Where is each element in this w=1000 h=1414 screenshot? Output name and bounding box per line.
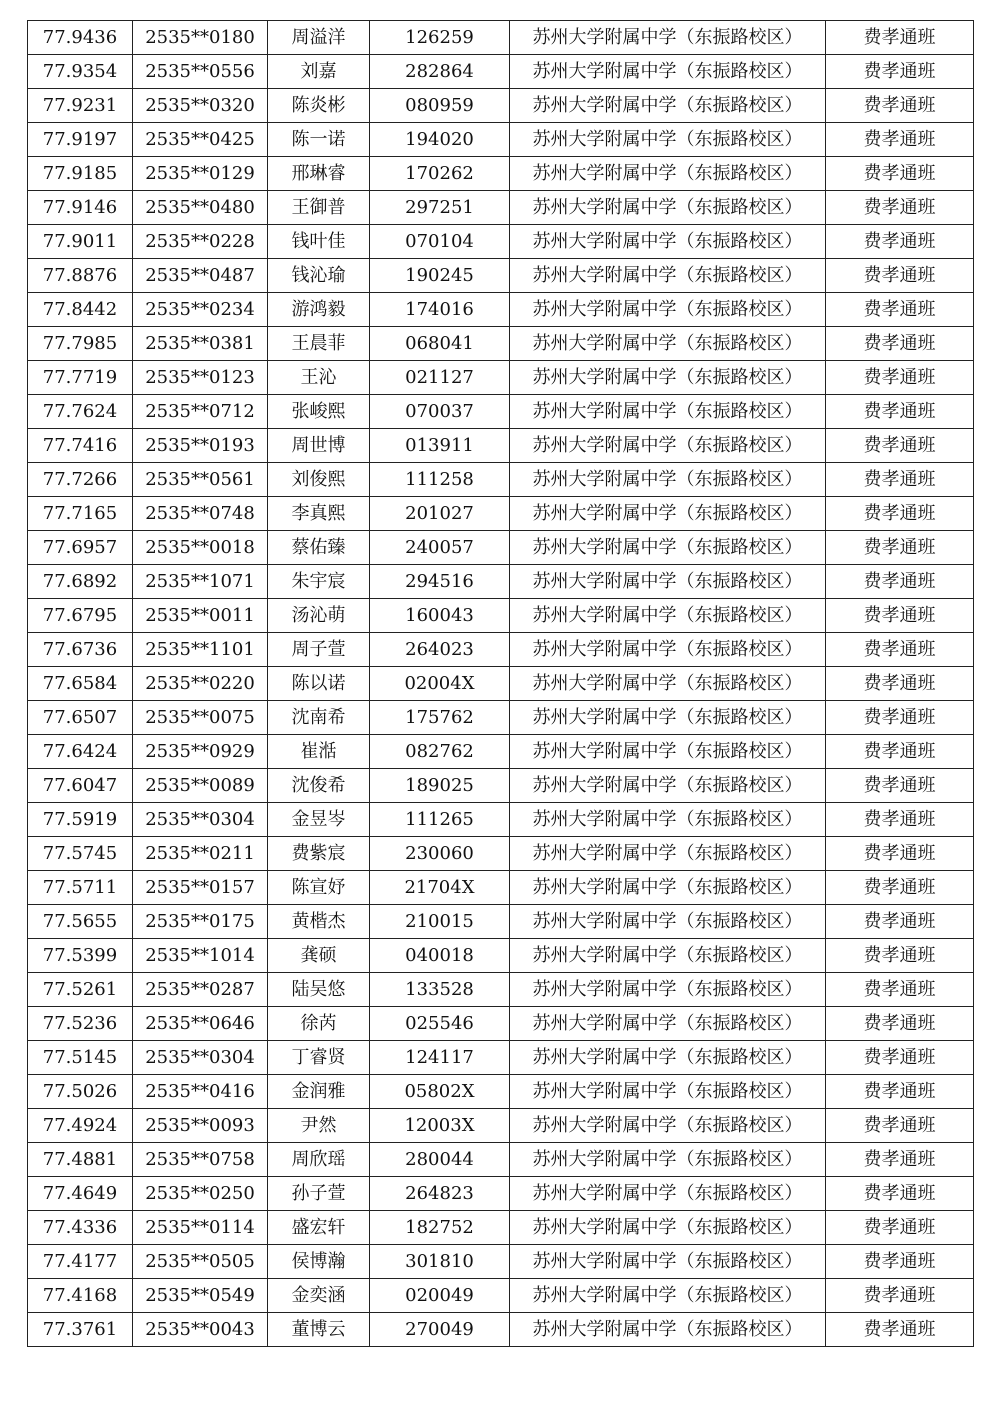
table-row [28,89,974,123]
school-cell: 苏州大学附属中学（东振路校区） [510,1075,826,1109]
name-cell: 王沁 [268,361,370,395]
table-row [28,395,974,429]
name-cell: 邢琳睿 [268,157,370,191]
school-cell: 苏州大学附属中学（东振路校区） [510,191,826,225]
code-cell: 297251 [370,191,510,225]
table-row [28,327,974,361]
score-cell: 77.4177 [28,1245,133,1279]
class-cell: 费孝通班 [826,225,974,259]
class-cell: 费孝通班 [826,1109,974,1143]
table-row [28,939,974,973]
code-cell: 133528 [370,973,510,1007]
school-cell: 苏州大学附属中学（东振路校区） [510,1211,826,1245]
school-cell: 苏州大学附属中学（东振路校区） [510,55,826,89]
score-cell: 77.5261 [28,973,133,1007]
name-cell: 黄楷杰 [268,905,370,939]
table-row [28,531,974,565]
code-cell: 240057 [370,531,510,565]
code-cell: 126259 [370,21,510,55]
score-cell: 77.6795 [28,599,133,633]
code-cell: 068041 [370,327,510,361]
code-cell: 021127 [370,361,510,395]
exam-id-cell: 2535**0505 [133,1245,268,1279]
code-cell: 190245 [370,259,510,293]
table-row [28,429,974,463]
school-cell: 苏州大学附属中学（东振路校区） [510,769,826,803]
school-cell: 苏州大学附属中学（东振路校区） [510,565,826,599]
class-cell: 费孝通班 [826,293,974,327]
exam-id-cell: 2535**0234 [133,293,268,327]
exam-id-cell: 2535**0549 [133,1279,268,1313]
score-cell: 77.7266 [28,463,133,497]
table-row [28,905,974,939]
exam-id-cell: 2535**0018 [133,531,268,565]
class-cell: 费孝通班 [826,531,974,565]
table-row [28,1177,974,1211]
exam-id-cell: 2535**0758 [133,1143,268,1177]
class-cell: 费孝通班 [826,1177,974,1211]
name-cell: 孙子萱 [268,1177,370,1211]
score-cell: 77.6047 [28,769,133,803]
class-cell: 费孝通班 [826,395,974,429]
table-row [28,21,974,55]
class-cell: 费孝通班 [826,803,974,837]
code-cell: 201027 [370,497,510,531]
school-cell: 苏州大学附属中学（东振路校区） [510,1177,826,1211]
score-cell: 77.9231 [28,89,133,123]
table-row [28,667,974,701]
score-cell: 77.6736 [28,633,133,667]
name-cell: 沈南希 [268,701,370,735]
name-cell: 李真熙 [268,497,370,531]
code-cell: 174016 [370,293,510,327]
name-cell: 金奕涵 [268,1279,370,1313]
name-cell: 崔湉 [268,735,370,769]
table-row [28,1279,974,1313]
table-row [28,973,974,1007]
school-cell: 苏州大学附属中学（东振路校区） [510,599,826,633]
table-row [28,837,974,871]
school-cell: 苏州大学附属中学（东振路校区） [510,1109,826,1143]
school-cell: 苏州大学附属中学（东振路校区） [510,701,826,735]
school-cell: 苏州大学附属中学（东振路校区） [510,259,826,293]
score-cell: 77.5711 [28,871,133,905]
score-cell: 77.5145 [28,1041,133,1075]
table-row [28,565,974,599]
table-row [28,599,974,633]
table-row [28,1007,974,1041]
name-cell: 朱宇宸 [268,565,370,599]
score-cell: 77.4881 [28,1143,133,1177]
admission-table-body [28,21,974,1347]
exam-id-cell: 2535**0304 [133,1041,268,1075]
table-row [28,293,974,327]
code-cell: 21704X [370,871,510,905]
score-cell: 77.9146 [28,191,133,225]
code-cell: 013911 [370,429,510,463]
school-cell: 苏州大学附属中学（东振路校区） [510,21,826,55]
class-cell: 费孝通班 [826,837,974,871]
code-cell: 264823 [370,1177,510,1211]
class-cell: 费孝通班 [826,633,974,667]
score-cell: 77.7719 [28,361,133,395]
code-cell: 189025 [370,769,510,803]
exam-id-cell: 2535**1071 [133,565,268,599]
name-cell: 周溢洋 [268,21,370,55]
table-row [28,1109,974,1143]
school-cell: 苏州大学附属中学（东振路校区） [510,1245,826,1279]
code-cell: 194020 [370,123,510,157]
class-cell: 费孝通班 [826,497,974,531]
name-cell: 金润雅 [268,1075,370,1109]
school-cell: 苏州大学附属中学（东振路校区） [510,871,826,905]
school-cell: 苏州大学附属中学（东振路校区） [510,1279,826,1313]
code-cell: 111265 [370,803,510,837]
score-cell: 77.9354 [28,55,133,89]
class-cell: 费孝通班 [826,1007,974,1041]
score-cell: 77.9197 [28,123,133,157]
exam-id-cell: 2535**0381 [133,327,268,361]
code-cell: 264023 [370,633,510,667]
score-cell: 77.4336 [28,1211,133,1245]
code-cell: 040018 [370,939,510,973]
admission-table [27,20,974,1347]
exam-id-cell: 2535**0556 [133,55,268,89]
score-cell: 77.7165 [28,497,133,531]
class-cell: 费孝通班 [826,735,974,769]
school-cell: 苏州大学附属中学（东振路校区） [510,497,826,531]
class-cell: 费孝通班 [826,565,974,599]
exam-id-cell: 2535**0011 [133,599,268,633]
name-cell: 陈一诺 [268,123,370,157]
score-cell: 77.6507 [28,701,133,735]
exam-id-cell: 2535**0123 [133,361,268,395]
table-row [28,361,974,395]
name-cell: 金昱岑 [268,803,370,837]
table-row [28,123,974,157]
table-row [28,1313,974,1347]
name-cell: 周世博 [268,429,370,463]
exam-id-cell: 2535**0304 [133,803,268,837]
table-row [28,1041,974,1075]
code-cell: 124117 [370,1041,510,1075]
name-cell: 周欣瑶 [268,1143,370,1177]
exam-id-cell: 2535**0320 [133,89,268,123]
table-row [28,259,974,293]
exam-id-cell: 2535**0646 [133,1007,268,1041]
class-cell: 费孝通班 [826,429,974,463]
table-row [28,769,974,803]
school-cell: 苏州大学附属中学（东振路校区） [510,463,826,497]
table-row [28,463,974,497]
table-row [28,1143,974,1177]
school-cell: 苏州大学附属中学（东振路校区） [510,1143,826,1177]
table-row [28,1211,974,1245]
exam-id-cell: 2535**0180 [133,21,268,55]
code-cell: 294516 [370,565,510,599]
code-cell: 210015 [370,905,510,939]
table-row [28,191,974,225]
class-cell: 费孝通班 [826,939,974,973]
score-cell: 77.9185 [28,157,133,191]
score-cell: 77.6584 [28,667,133,701]
class-cell: 费孝通班 [826,1143,974,1177]
score-cell: 77.5399 [28,939,133,973]
score-cell: 77.6424 [28,735,133,769]
table-row [28,55,974,89]
score-cell: 77.5745 [28,837,133,871]
code-cell: 282864 [370,55,510,89]
class-cell: 费孝通班 [826,1075,974,1109]
score-cell: 77.8442 [28,293,133,327]
score-cell: 77.5026 [28,1075,133,1109]
school-cell: 苏州大学附属中学（东振路校区） [510,293,826,327]
name-cell: 陆吴悠 [268,973,370,1007]
name-cell: 刘嘉 [268,55,370,89]
class-cell: 费孝通班 [826,191,974,225]
name-cell: 董博云 [268,1313,370,1347]
code-cell: 230060 [370,837,510,871]
school-cell: 苏州大学附属中学（东振路校区） [510,123,826,157]
name-cell: 周子萱 [268,633,370,667]
score-cell: 77.5919 [28,803,133,837]
exam-id-cell: 2535**0193 [133,429,268,463]
name-cell: 刘俊熙 [268,463,370,497]
code-cell: 082762 [370,735,510,769]
class-cell: 费孝通班 [826,327,974,361]
school-cell: 苏州大学附属中学（东振路校区） [510,735,826,769]
score-cell: 77.7416 [28,429,133,463]
exam-id-cell: 2535**1101 [133,633,268,667]
school-cell: 苏州大学附属中学（东振路校区） [510,225,826,259]
class-cell: 费孝通班 [826,905,974,939]
code-cell: 111258 [370,463,510,497]
score-cell: 77.4649 [28,1177,133,1211]
code-cell: 02004X [370,667,510,701]
class-cell: 费孝通班 [826,973,974,1007]
code-cell: 020049 [370,1279,510,1313]
school-cell: 苏州大学附属中学（东振路校区） [510,939,826,973]
score-cell: 77.4168 [28,1279,133,1313]
exam-id-cell: 2535**0157 [133,871,268,905]
exam-id-cell: 2535**0416 [133,1075,268,1109]
school-cell: 苏州大学附属中学（东振路校区） [510,905,826,939]
name-cell: 钱叶佳 [268,225,370,259]
exam-id-cell: 2535**0089 [133,769,268,803]
table-row [28,497,974,531]
class-cell: 费孝通班 [826,259,974,293]
score-cell: 77.8876 [28,259,133,293]
code-cell: 270049 [370,1313,510,1347]
code-cell: 070037 [370,395,510,429]
name-cell: 蔡佑臻 [268,531,370,565]
exam-id-cell: 2535**0093 [133,1109,268,1143]
name-cell: 费紫宸 [268,837,370,871]
table-row [28,1245,974,1279]
class-cell: 费孝通班 [826,157,974,191]
school-cell: 苏州大学附属中学（东振路校区） [510,395,826,429]
class-cell: 费孝通班 [826,599,974,633]
exam-id-cell: 2535**0929 [133,735,268,769]
score-cell: 77.9011 [28,225,133,259]
name-cell: 丁睿贤 [268,1041,370,1075]
code-cell: 05802X [370,1075,510,1109]
exam-id-cell: 2535**0561 [133,463,268,497]
name-cell: 盛宏轩 [268,1211,370,1245]
class-cell: 费孝通班 [826,1211,974,1245]
score-cell: 77.4924 [28,1109,133,1143]
school-cell: 苏州大学附属中学（东振路校区） [510,89,826,123]
exam-id-cell: 2535**0075 [133,701,268,735]
exam-id-cell: 2535**0748 [133,497,268,531]
table-row [28,803,974,837]
name-cell: 陈炎彬 [268,89,370,123]
school-cell: 苏州大学附属中学（东振路校区） [510,1313,826,1347]
name-cell: 陈宣妤 [268,871,370,905]
exam-id-cell: 2535**0425 [133,123,268,157]
school-cell: 苏州大学附属中学（东振路校区） [510,667,826,701]
school-cell: 苏州大学附属中学（东振路校区） [510,429,826,463]
exam-id-cell: 2535**1014 [133,939,268,973]
table-row [28,1075,974,1109]
code-cell: 025546 [370,1007,510,1041]
score-cell: 77.7985 [28,327,133,361]
code-cell: 160043 [370,599,510,633]
exam-id-cell: 2535**0129 [133,157,268,191]
class-cell: 费孝通班 [826,1279,974,1313]
score-cell: 77.5236 [28,1007,133,1041]
score-cell: 77.6892 [28,565,133,599]
code-cell: 280044 [370,1143,510,1177]
class-cell: 费孝通班 [826,1245,974,1279]
name-cell: 王晨菲 [268,327,370,361]
exam-id-cell: 2535**0043 [133,1313,268,1347]
name-cell: 侯博瀚 [268,1245,370,1279]
school-cell: 苏州大学附属中学（东振路校区） [510,361,826,395]
score-cell: 77.7624 [28,395,133,429]
school-cell: 苏州大学附属中学（东振路校区） [510,633,826,667]
code-cell: 070104 [370,225,510,259]
school-cell: 苏州大学附属中学（东振路校区） [510,327,826,361]
exam-id-cell: 2535**0114 [133,1211,268,1245]
school-cell: 苏州大学附属中学（东振路校区） [510,1041,826,1075]
table-row [28,157,974,191]
table-row [28,735,974,769]
school-cell: 苏州大学附属中学（东振路校区） [510,973,826,1007]
name-cell: 游鸿毅 [268,293,370,327]
code-cell: 170262 [370,157,510,191]
code-cell: 182752 [370,1211,510,1245]
code-cell: 301810 [370,1245,510,1279]
code-cell: 175762 [370,701,510,735]
class-cell: 费孝通班 [826,701,974,735]
class-cell: 费孝通班 [826,1041,974,1075]
table-row [28,871,974,905]
score-cell: 77.3761 [28,1313,133,1347]
name-cell: 陈以诺 [268,667,370,701]
name-cell: 王御普 [268,191,370,225]
school-cell: 苏州大学附属中学（东振路校区） [510,531,826,565]
name-cell: 钱沁瑜 [268,259,370,293]
school-cell: 苏州大学附属中学（东振路校区） [510,1007,826,1041]
class-cell: 费孝通班 [826,1313,974,1347]
class-cell: 费孝通班 [826,123,974,157]
exam-id-cell: 2535**0480 [133,191,268,225]
name-cell: 尹然 [268,1109,370,1143]
exam-id-cell: 2535**0220 [133,667,268,701]
code-cell: 080959 [370,89,510,123]
exam-id-cell: 2535**0712 [133,395,268,429]
table-row [28,701,974,735]
name-cell: 汤沁萌 [268,599,370,633]
code-cell: 12003X [370,1109,510,1143]
name-cell: 龚硕 [268,939,370,973]
class-cell: 费孝通班 [826,89,974,123]
class-cell: 费孝通班 [826,361,974,395]
score-cell: 77.5655 [28,905,133,939]
table-row [28,633,974,667]
class-cell: 费孝通班 [826,55,974,89]
class-cell: 费孝通班 [826,769,974,803]
exam-id-cell: 2535**0228 [133,225,268,259]
exam-id-cell: 2535**0211 [133,837,268,871]
exam-id-cell: 2535**0175 [133,905,268,939]
score-cell: 77.9436 [28,21,133,55]
school-cell: 苏州大学附属中学（东振路校区） [510,803,826,837]
table-row [28,225,974,259]
school-cell: 苏州大学附属中学（东振路校区） [510,837,826,871]
class-cell: 费孝通班 [826,21,974,55]
name-cell: 沈俊希 [268,769,370,803]
name-cell: 张峻熙 [268,395,370,429]
exam-id-cell: 2535**0250 [133,1177,268,1211]
score-cell: 77.6957 [28,531,133,565]
class-cell: 费孝通班 [826,463,974,497]
name-cell: 徐芮 [268,1007,370,1041]
class-cell: 费孝通班 [826,667,974,701]
class-cell: 费孝通班 [826,871,974,905]
school-cell: 苏州大学附属中学（东振路校区） [510,157,826,191]
exam-id-cell: 2535**0487 [133,259,268,293]
exam-id-cell: 2535**0287 [133,973,268,1007]
